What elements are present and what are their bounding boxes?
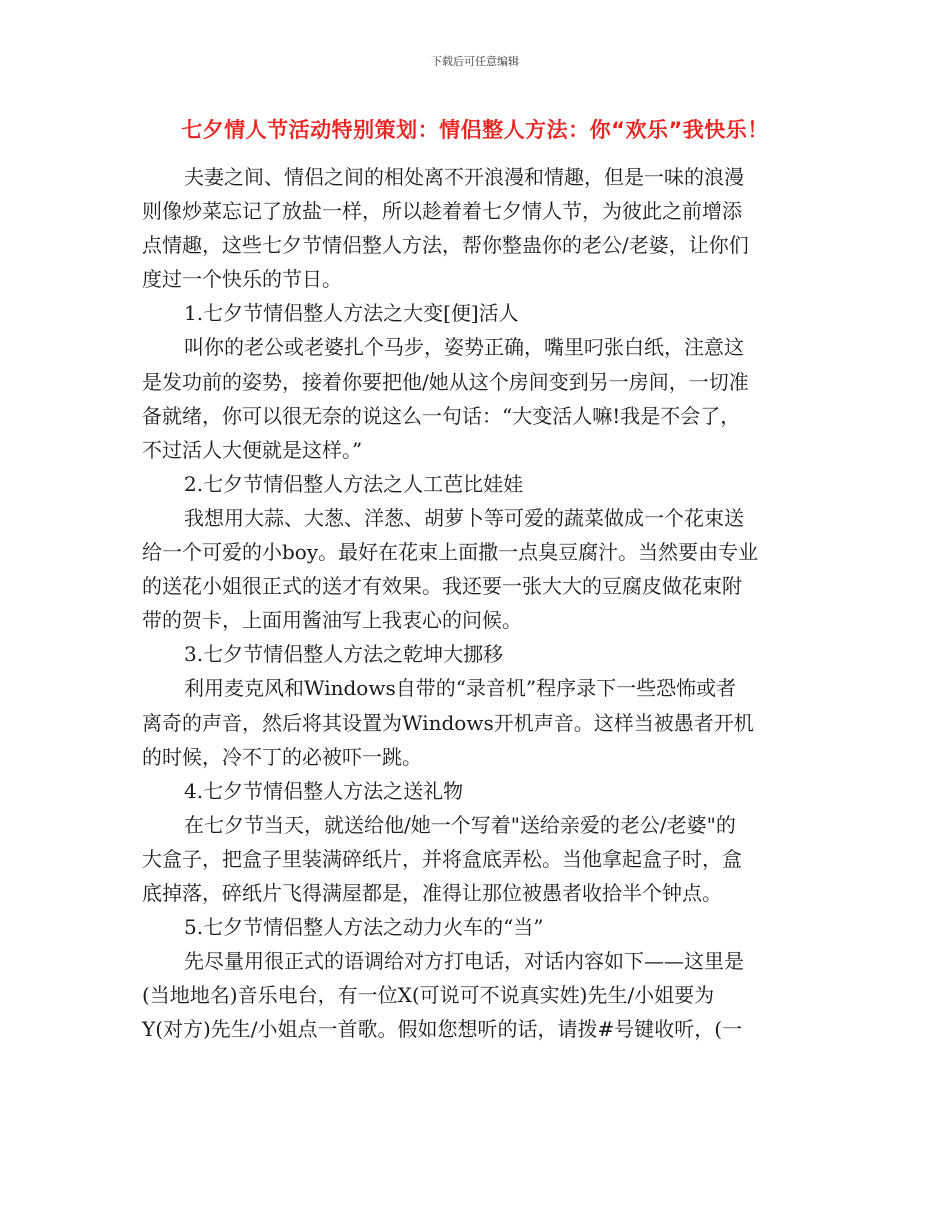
text-line: 3.七夕节情侣整人方法之乾坤大挪移 <box>184 642 504 667</box>
header-note: 下载后可任意编辑 <box>431 55 519 68</box>
text-line: 点情趣，这些七夕节情侣整人方法，帮你整蛊你的老公/老婆，让你们 <box>142 233 749 258</box>
text-line: 1.七夕节情侣整人方法之大变[便]活人 <box>184 301 519 326</box>
text-line: 叫你的老公或老婆扎个马步，姿势正确，嘴里叼张白纸，注意这 <box>184 335 744 360</box>
text-line: 夫妻之间、情侣之间的相处离不开浪漫和情趣，但是一味的浪漫 <box>184 165 744 189</box>
text-line: 先尽量用很正式的语调给对方打电话，对话内容如下——这里是 <box>184 949 744 974</box>
text-line: 离奇的声音，然后将其设置为Windows开机声音。这样当被愚者开机 <box>142 710 754 735</box>
text-line: 在七夕节当天，就送给他/她一个写着"送给亲爱的老公/老婆"的 <box>184 812 736 837</box>
text-line: 2.七夕节情侣整人方法之人工芭比娃娃 <box>184 471 524 496</box>
text-line: 利用麦克风和Windows自带的“录音机”程序录下一些恐怖或者 <box>184 676 737 701</box>
text-line: 我想用大蒜、大葱、洋葱、胡萝卜等可爱的蔬菜做成一个花束送 <box>184 505 744 530</box>
text-line: 大盒子，把盒子里装满碎纸片，并将盒底弄松。当他拿起盒子时，盒 <box>142 846 742 871</box>
text-line: 底掉落，碎纸片飞得满屋都是，准得让那位被愚者收拾半个钟点。 <box>142 880 722 905</box>
text-line: (当地地名)音乐电台，有一位X(可说可不说真实姓)先生/小姐要为 <box>142 983 715 1008</box>
text-line: 则像炒菜忘记了放盐一样，所以趁着着七夕情人节，为彼此之前增添 <box>142 199 742 224</box>
document-body <box>142 160 808 1046</box>
text-line: 是发功前的姿势，接着你要把他/她从这个房间变到另一房间，一切准 <box>142 369 749 394</box>
text-line: Y(对方)先生/小姐点一首歌。假如您想听的话，请拨#号键收听，(一 <box>142 1017 743 1042</box>
text-line: 5.七夕节情侣整人方法之动力火车的“当” <box>184 915 544 940</box>
text-line: 4.七夕节情侣整人方法之送礼物 <box>184 778 464 803</box>
text-line: 的时候，冷不丁的必被吓一跳。 <box>142 744 422 769</box>
document-title: 七夕情人节活动特别策划：情侣整人方法：你“欢乐”我快乐！ <box>181 118 769 142</box>
text-line: 的送花小姐很正式的送才有效果。我还要一张大大的豆腐皮做花束附 <box>142 574 742 599</box>
text-line: 带的贺卡，上面用酱油写上我衷心的问候。 <box>142 608 522 633</box>
text-line: 度过一个快乐的节日。 <box>142 267 342 292</box>
text-line: 备就绪，你可以很无奈的说这么一句话：“大变活人嘛!我是不会了， <box>142 403 741 428</box>
text-line: 不过活人大便就是这样。” <box>142 437 363 462</box>
text-line: 给一个可爱的小boy。最好在花束上面撒一点臭豆腐汁。当然要由专业 <box>142 540 759 565</box>
